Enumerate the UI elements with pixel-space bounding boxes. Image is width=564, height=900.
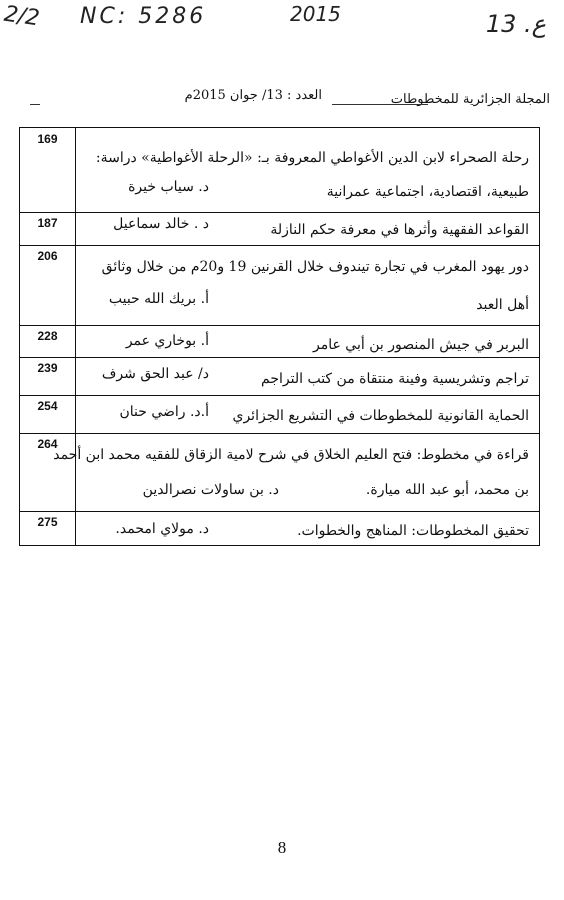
contents-table bbox=[19, 127, 540, 546]
toc-title-line: تحقيق المخطوطات: المناهج والخطوات. bbox=[297, 523, 529, 539]
toc-page-number: 254 bbox=[37, 399, 58, 413]
toc-title-line: الحماية القانونية للمخطوطات في التشريع الجزائري bbox=[232, 408, 529, 424]
toc-row bbox=[20, 395, 539, 434]
toc-author: د. مولاي امحمد. bbox=[115, 521, 209, 537]
handwritten-call-number: NC: 5286 bbox=[80, 4, 207, 29]
toc-entry bbox=[53, 433, 529, 511]
header-rule bbox=[332, 104, 428, 105]
toc-row bbox=[20, 511, 539, 547]
journal-title: المجلة الجزائرية للمخطوطات bbox=[390, 92, 550, 107]
toc-author: د . خالد سماعيل bbox=[113, 216, 209, 232]
toc-title-line: رحلة الصحراء لابن الدين الأغواطي المعروفة بـ: «الرحلة الأغواطية» دراسة: bbox=[95, 150, 529, 166]
toc-title-line: دور يهود المغرب في تجارة تيندوف خلال القرنين 19 و20م من خلال وثائق bbox=[101, 259, 529, 275]
toc-title-line: البربر في جيش المنصور بن أبي عامر bbox=[313, 337, 529, 353]
handwritten-year: 2015 bbox=[290, 2, 341, 26]
toc-entry bbox=[83, 128, 529, 212]
toc-row bbox=[20, 325, 539, 358]
toc-entry bbox=[83, 357, 529, 395]
toc-page-number: 264 bbox=[37, 437, 58, 451]
toc-author: د. بن ساولات نصرالدين bbox=[142, 482, 279, 498]
toc-row bbox=[20, 433, 539, 512]
toc-author: أ. بوخاري عمر bbox=[125, 333, 209, 349]
toc-row bbox=[20, 128, 539, 213]
toc-title-line: قراءة في مخطوط: فتح العليم الخلاق في شرح لامية الزقاق للفقيه محمد ابن أحمد bbox=[53, 447, 529, 463]
toc-author: أ.د. راضي حنان bbox=[119, 404, 209, 420]
toc-entry bbox=[83, 212, 529, 245]
toc-title-line: بن محمد، أبو عبد الله ميارة. bbox=[365, 482, 529, 498]
toc-row bbox=[20, 245, 539, 326]
running-header bbox=[30, 86, 550, 114]
toc-author: د. سياب خيرة bbox=[128, 179, 209, 195]
toc-author: أ. بريك الله حبيب bbox=[108, 291, 209, 307]
toc-entry bbox=[83, 325, 529, 357]
toc-page-number: 239 bbox=[37, 361, 58, 375]
toc-author: د/ عبد الحق شرف bbox=[101, 366, 209, 382]
toc-page-number: 187 bbox=[37, 216, 58, 230]
toc-entry bbox=[83, 511, 529, 547]
handwritten-issue-note: ع. 13 bbox=[485, 10, 546, 38]
toc-title-line: تراجم وتشريسية وفينة منتقاة من كتب التراجم bbox=[261, 371, 529, 387]
toc-page-number: 206 bbox=[37, 249, 58, 263]
toc-entry bbox=[83, 245, 529, 325]
toc-entry bbox=[83, 395, 529, 433]
toc-row bbox=[20, 212, 539, 246]
page-number: 8 bbox=[277, 838, 287, 857]
issue-info: العدد : 13/ جوان 2015م bbox=[184, 88, 322, 103]
toc-page-number: 275 bbox=[37, 515, 58, 529]
toc-page-number: 169 bbox=[37, 132, 58, 146]
toc-title-line: طبيعية، اقتصادية، اجتماعية عمرانية bbox=[326, 184, 529, 200]
handwritten-fraction: 2/2 bbox=[2, 1, 41, 32]
toc-page-number: 228 bbox=[37, 329, 58, 343]
header-rule-end bbox=[30, 104, 40, 105]
toc-title-line: القواعد الفقهية وأثرها في معرفة حكم النازلة bbox=[270, 222, 529, 238]
toc-row bbox=[20, 357, 539, 396]
toc-title-line: أهل العبد bbox=[476, 297, 529, 313]
